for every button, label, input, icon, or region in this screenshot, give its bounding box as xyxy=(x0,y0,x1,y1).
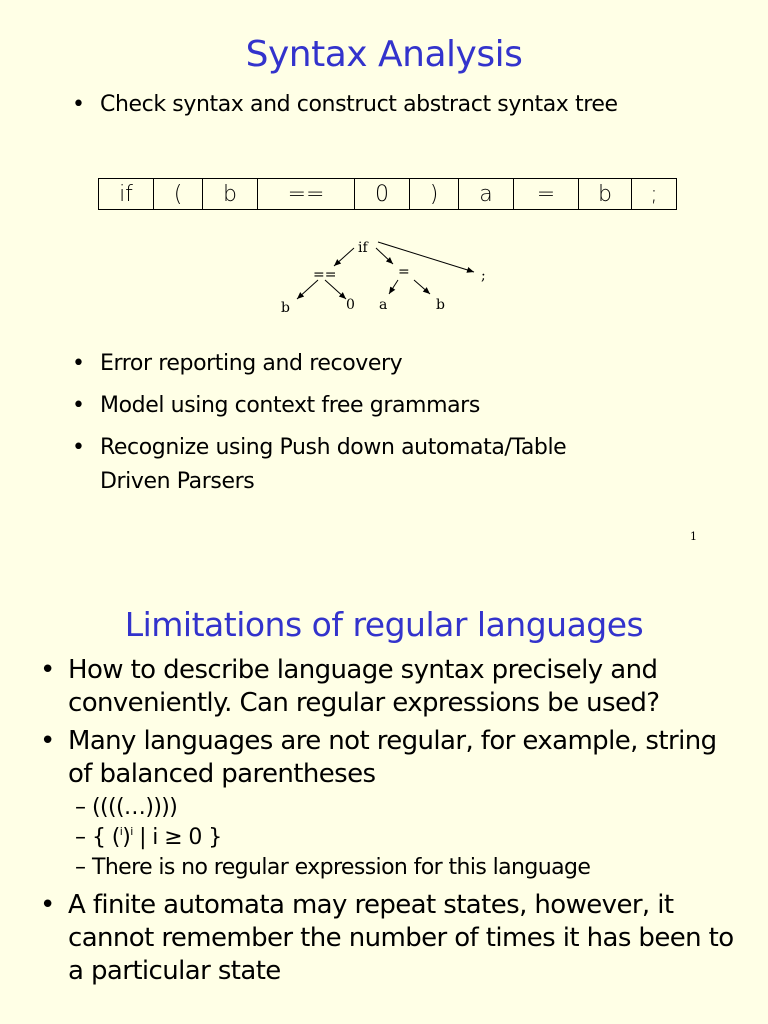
tree-edge xyxy=(378,242,474,272)
tree-edge xyxy=(376,248,393,264)
tree-edge xyxy=(334,248,354,266)
token-cell: ; xyxy=(632,179,677,210)
tree-edge xyxy=(389,280,398,294)
tree-node-assign: = xyxy=(398,264,410,280)
bullet-item: • Recognize using Push down automata/Table Driven Parsers xyxy=(72,431,640,499)
token-cell: if xyxy=(99,179,154,210)
bullet-item: • Many languages are not regular, for example, string of balanced parentheses xyxy=(40,725,740,791)
bullet-item: • Check syntax and construct abstract syntax tree xyxy=(72,88,712,122)
tree-node-semicolon: ; xyxy=(481,268,486,284)
slide-title: Syntax Analysis xyxy=(245,34,523,75)
page-number: 1 xyxy=(690,530,697,543)
tree-leaf-zero: 0 xyxy=(346,297,355,313)
slide-limitations-regular-languages xyxy=(0,560,768,1024)
slide-title: Limitations of regular languages xyxy=(124,605,644,644)
token-cell: == xyxy=(258,179,355,210)
token-cell: b xyxy=(579,179,632,210)
tree-leaf-b: b xyxy=(436,297,445,313)
token-cell: ( xyxy=(154,179,203,210)
sub-bullet-item: – There is no regular expression for this language xyxy=(40,853,740,883)
sub-bullet-item: – { $(^i)^i$ | i ≥ 0 } xyxy=(40,823,740,853)
token-cell: a xyxy=(459,179,514,210)
token-stream xyxy=(98,178,677,210)
bullet-list-bottom xyxy=(72,347,712,499)
sub-bullet-item: – ((((…)))) xyxy=(40,793,740,823)
bullet-item: • Model using context free grammars xyxy=(72,389,712,423)
syntax-tree-diagram xyxy=(0,230,768,320)
bullet-item: • How to describe language syntax precisely and conveniently. Can regular expressions be used? xyxy=(40,654,740,720)
bullet-list xyxy=(40,654,740,993)
token-cell: 0 xyxy=(355,179,410,210)
token-cell: = xyxy=(514,179,579,210)
bullet-item: • Error reporting and recovery xyxy=(72,347,712,381)
token-cell: b xyxy=(203,179,258,210)
bullet-list-top xyxy=(72,88,712,122)
bullet-item: • A finite automata may repeat states, however, it cannot remember the number of times it has been to a particular state xyxy=(40,889,740,988)
tree-node-if: if xyxy=(358,240,368,256)
tree-leaf-a: a xyxy=(379,297,388,313)
tree-edge xyxy=(414,280,430,294)
tree-node-eq: == xyxy=(313,267,337,283)
token-cell: ) xyxy=(410,179,459,210)
tree-leaf-b: b xyxy=(281,300,290,316)
